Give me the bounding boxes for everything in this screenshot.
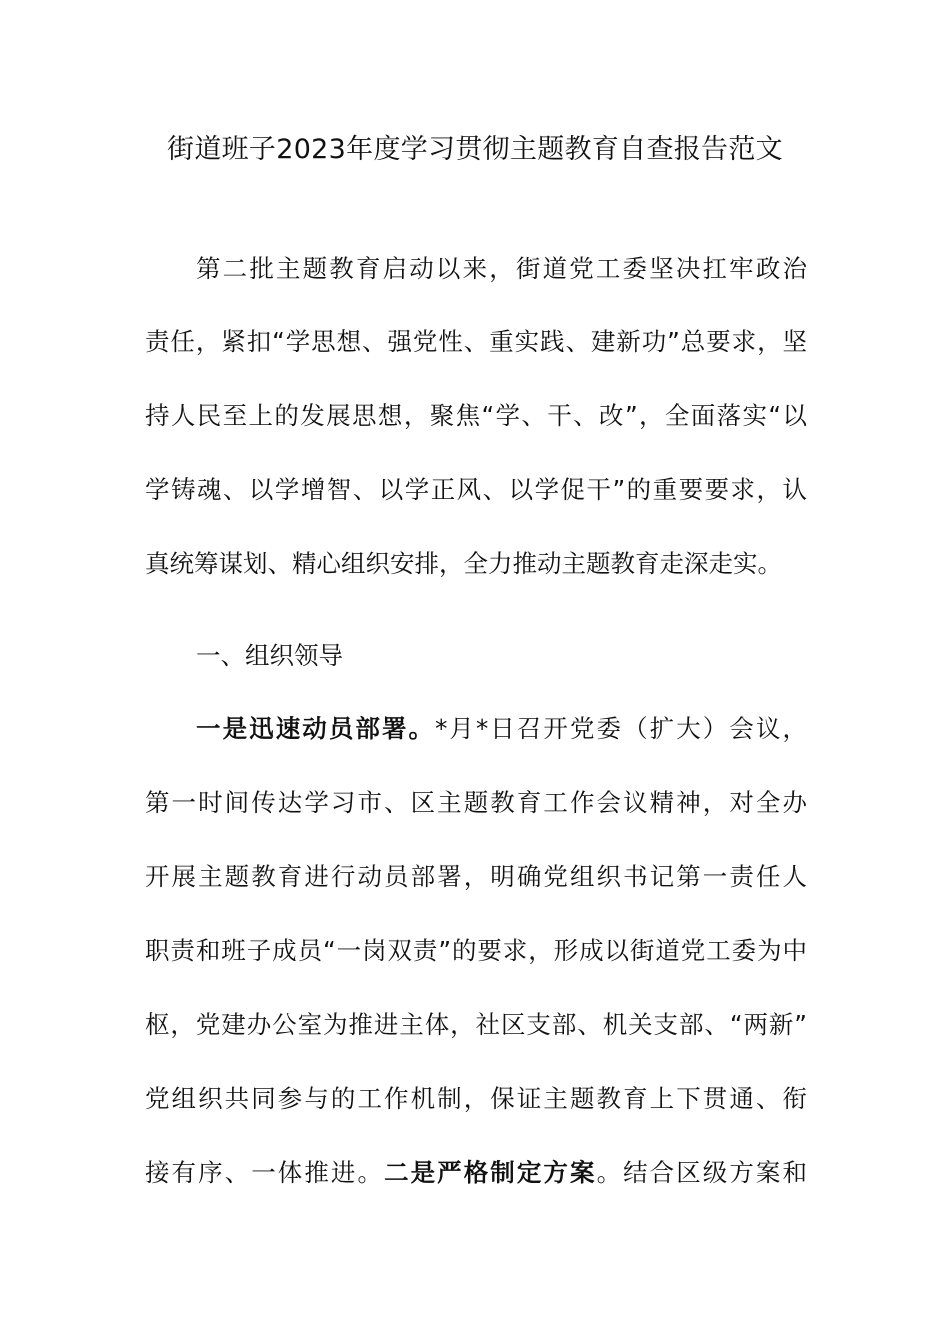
section-line-1 [196,709,807,749]
section-line-4: 职责和班子成员“一岗双责”的要求，形成以街道党工委为中 [145,936,807,965]
section-line-3: 开展主题教育进行动员部署，明确党组织书记第一责任人 [145,862,807,891]
point-two-title: 二是严格制定方案 [384,1158,597,1187]
section-line-5: 枢，党建办公室为推进主体，社区支部、机关支部、“两新” [145,1010,807,1039]
section-line-7 [145,1153,807,1193]
point-one-title: 一是迅速动员部署。 [196,714,436,743]
intro-line-5: 真统筹谋划、精心组织安排，全力推动主题教育走深走实。 [145,549,782,578]
intro-line-2: 责任，紧扣“学思想、强党性、重实践、建新功”总要求，坚 [145,327,807,356]
line-start-text: 接有序、一体推进。 [145,1158,385,1187]
intro-line-1: 第二批主题教育启动以来，街道党工委坚决扛牢政治 [196,254,807,283]
intro-line-4: 学铸魂、以学增智、以学正风、以学促干”的重要要求，认 [145,475,807,504]
intro-line-3: 持人民至上的发展思想，聚焦“学、干、改”，全面落实“以 [145,401,807,430]
section-line-2: 第一时间传达学习市、区主题教育工作会议精神，对全办 [145,788,807,817]
point-one-text: *月*日召开党委（扩大）会议， [435,714,808,743]
document-title: 街道班子2023年度学习贯彻主题教育自查报告范文 [167,134,783,165]
section-line-6: 党组织共同参与的工作机制，保证主题教育上下贯通、衔 [145,1084,807,1113]
section-heading: 一、组织领导 [196,641,343,670]
line-end-text: 。结合区级方案和 [596,1158,807,1187]
